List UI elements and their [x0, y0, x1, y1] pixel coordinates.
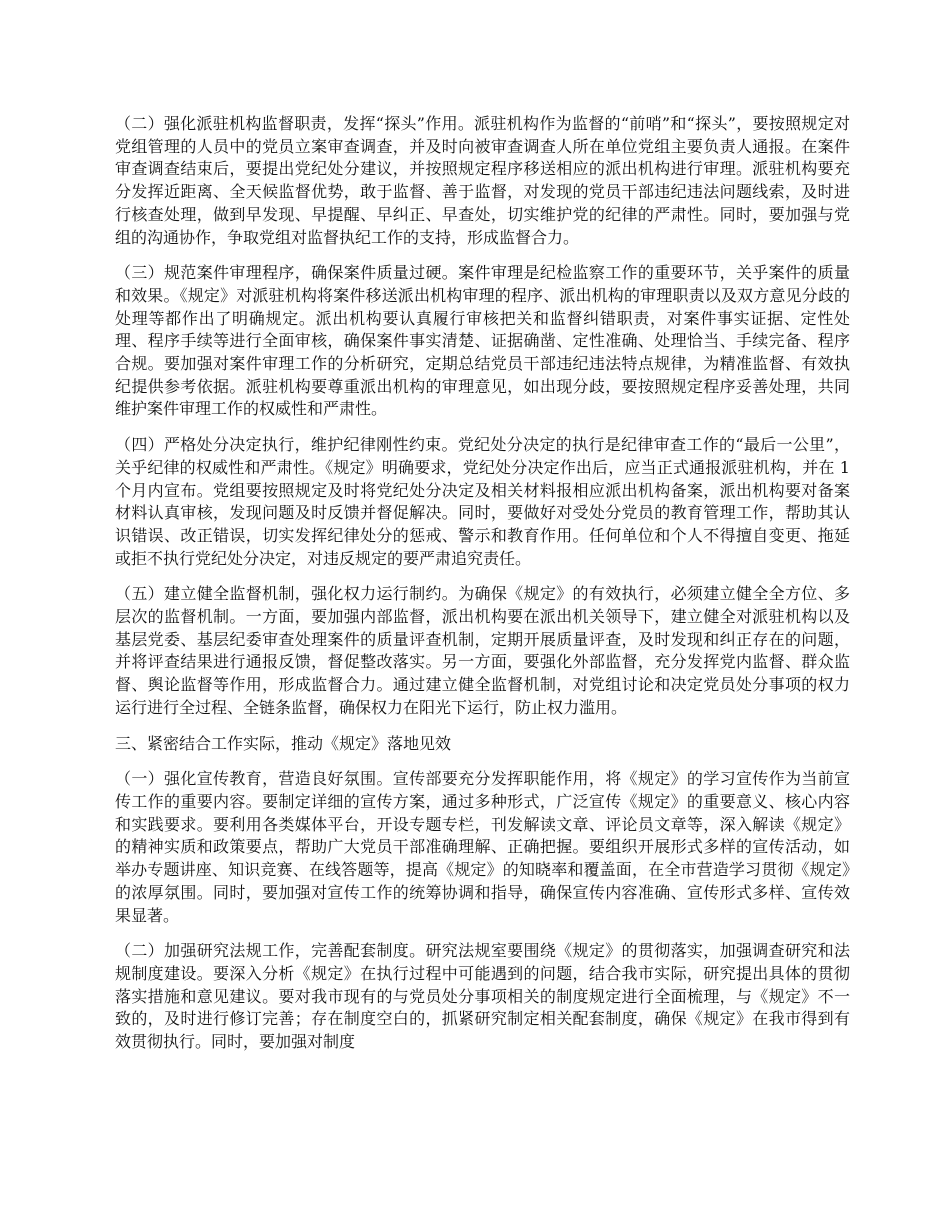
paragraph-case-review: （三）规范案件审理程序，确保案件质量过硬。案件审理是纪检监察工作的重要环节，关乎案件的质量和效果。《规定》对派驻机构将案件移送派出机构审理的程序、派出机构的审理职责以及双方意见分歧的处理等都作出了明确规定。派出机构要认真履行审核把关和监督纠错职责，对案件事实证据、定性处理、程序手续等进行全面审核，确保案件事实清楚、证据确凿、定性准确、处理恰当、手续完备、程序合规。要加强对案件审理工作的分析研究，定期总结党员干部违纪违法特点规律，为精准监督、有效执纪提供参考依据。派驻机构要尊重派出机构的审理意见，如出现分歧，要按照规定程序妥善处理，共同维护案件审理工作的权威性和严肃性。	[115, 263, 850, 419]
document-body	[115, 113, 850, 1067]
paragraph-regulation-research: （二）加强研究法规工作，完善配套制度。研究法规室要围绕《规定》的贯彻落实，加强调查研究和法规制度建设。要深入分析《规定》在执行过程中可能遇到的问题，结合我市实际，研究提出具体的贯彻落实措施和意见建议。要对我市现有的与党员处分事项相关的制度规定进行全面梳理，与《规定》不一致的，及时进行修订完善；存在制度空白的，抓紧研究制定相关配套制度，确保《规定》在我市得到有效贯彻执行。同时，要加强对制度	[115, 941, 850, 1052]
section-heading-three: 三、紧密结合工作实际，推动《规定》落地见效	[115, 733, 452, 753]
paragraph-supervision-mechanism: （五）建立健全监督机制，强化权力运行制约。为确保《规定》的有效执行，必须建立健全全方位、多层次的监督机制。一方面，要加强内部监督，派出机构要在派出机关领导下，建立健全对派驻机构以及基层党委、基层纪委审查处理案件的质量评查机制，定期开展质量评查，及时发现和纠正存在的问题，并将评查结果进行通报反馈，督促整改落实。另一方面，要强化外部监督，充分发挥党内监督、群众监督、舆论监督等作用，形成监督合力。通过建立健全监督机制，对党组讨论和决定党员处分事项的权力运行进行全过程、全链条监督，确保权力在阳光下运行，防止权力滥用。	[115, 584, 850, 717]
paragraph-disciplinary-execution: （四）严格处分决定执行，维护纪律刚性约束。党纪处分决定的执行是纪律审查工作的“最后一公里”，关乎纪律的权威性和严肃性。《规定》明确要求，党纪处分决定作出后，应当正式通报派驻机构，并在 1 个月内宣布。党组要按照规定及时将党纪处分决定及相关材料报相应派出机构备案，派出机构要对备案材料认真审核，发现问题及时反馈并督促解决。同时，要做好对受处分党员的教育管理工作，帮助其认识错误、改正错误，切实发挥纪律处分的惩戒、警示和教育作用。任何单位和个人不得擅自变更、拖延或拒不执行党纪处分决定，对违反规定的要严肃追究责任。	[115, 435, 850, 568]
paragraph-publicity-education: （一）强化宣传教育，营造良好氛围。宣传部要充分发挥职能作用，将《规定》的学习宣传作为当前宣传工作的重要内容。要制定详细的宣传方案，通过多种形式，广泛宣传《规定》的重要意义、核心内容和实践要求。要利用各类媒体平台，开设专题专栏，刊发解读文章、评论员文章等，深入解读《规定》的精神实质和政策要点，帮助广大党员干部准确理解、正确把握。要组织开展形式多样的宣传活动，如举办专题讲座、知识竞赛、在线答题等，提高《规定》的知晓率和覆盖面，在全市营造学习贯彻《规定》的浓厚氛围。同时，要加强对宣传工作的统筹协调和指导，确保宣传内容准确、宣传形式多样、宣传效果显著。	[115, 769, 850, 925]
paragraph-supervision-duties: （二）强化派驻机构监督职责，发挥“探头”作用。派驻机构作为监督的“前哨”和“探头”，要按照规定对党组管理的人员中的党员立案审查调查，并及时向被审查调查人所在单位党组主要负责人通报。在案件审查调查结束后，要提出党纪处分建议，并按照规定程序移送相应的派出机构进行审理。派驻机构要充分发挥近距离、全天候监督优势，敢于监督、善于监督，对发现的党员干部违纪违法问题线索，及时进行核查处理，做到早发现、早提醒、早纠正、早查处，切实维护党的纪律的严肃性。同时，要加强与党组的沟通协作，争取党组对监督执纪工作的支持，形成监督合力。	[115, 114, 850, 247]
